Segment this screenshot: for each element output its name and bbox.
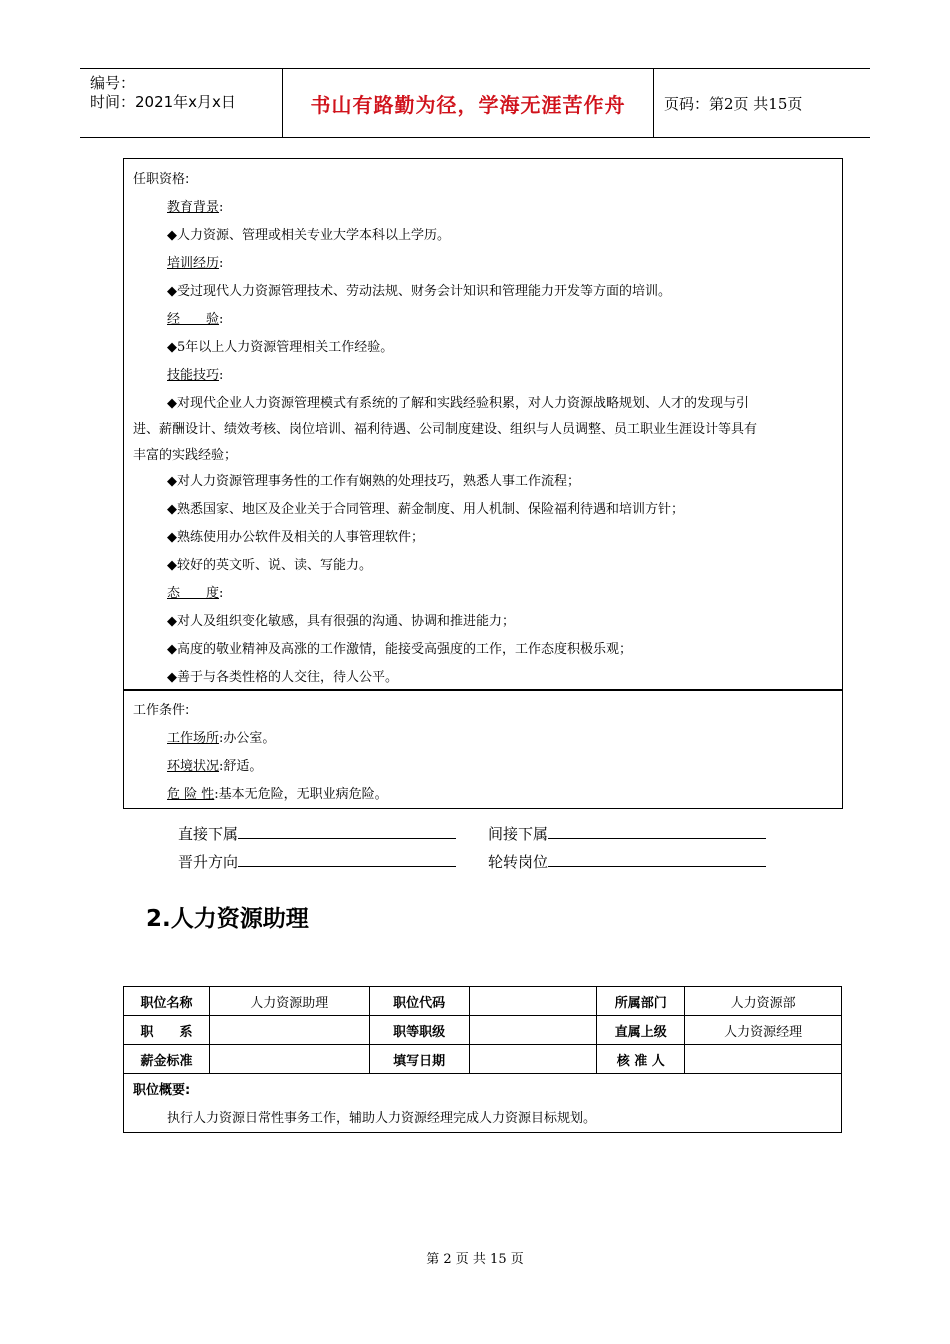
- grade-value: [469, 1016, 597, 1045]
- indirect-subordinate-label: 间接下属: [488, 825, 549, 843]
- job-family-value: [209, 1016, 369, 1045]
- direct-subordinate-blank[interactable]: [238, 824, 456, 839]
- position-name-label: 职位名称: [124, 987, 210, 1016]
- table-row: [124, 987, 842, 1016]
- header-page-cell: [654, 69, 870, 137]
- env-label: 环境状况: [167, 759, 220, 774]
- position-info-table: [123, 986, 842, 1133]
- number-label: 编号：: [90, 74, 136, 92]
- table-row: [124, 1074, 842, 1133]
- page-header: [80, 68, 870, 138]
- training-item: ◆受过现代人力资源管理技术、劳动法规、财务会计知识和管理能力开发等方面的培训。: [167, 284, 671, 299]
- department-value: 人力资源部: [685, 987, 842, 1016]
- fill-date-label: 填写日期: [369, 1045, 469, 1074]
- page-footer: 第 2 页 共 15 页: [426, 1252, 524, 1267]
- attitude-item-2: ◆高度的敬业精神及高涨的工作激情，能接受高强度的工作，工作态度积极乐观；: [167, 642, 632, 657]
- approver-value: [685, 1045, 842, 1074]
- skills-item-1-line-3: 丰富的实践经验；: [133, 448, 238, 463]
- education-item: ◆人力资源、管理或相关专业大学本科以上学历。: [167, 228, 450, 243]
- direct-subordinate-label: 直接下属: [178, 825, 239, 843]
- rotation-label: 轮转岗位: [488, 853, 549, 871]
- env-value: :舒适。: [219, 759, 263, 774]
- summary-text: 执行人力资源日常性事务工作，辅助人力资源经理完成人力资源目标规划。: [167, 1111, 597, 1126]
- indirect-subordinate-blank[interactable]: [548, 824, 766, 839]
- promotion-blank[interactable]: [238, 852, 456, 867]
- skills-item-1-line-1: ◆对现代企业人力资源管理模式有系统的了解和实践经验积累，对人力资源战略规划、人才的发现与引: [167, 396, 749, 411]
- position-name-value: 人力资源助理: [209, 987, 369, 1016]
- table-row: [124, 1045, 842, 1074]
- summary-label: 职位概要:: [133, 1083, 191, 1098]
- skills-label: 技能技巧: [167, 368, 220, 383]
- attitude-label: 态 度: [167, 586, 220, 601]
- job-family-label: 职 系: [124, 1016, 210, 1045]
- skills-item-3: ◆熟悉国家、地区及企业关于合同管理、薪金制度、用人机制、保险福利待遇和培训方针；: [167, 502, 684, 517]
- motto: 书山有路勤为径，学海无涯苦作舟: [310, 92, 626, 117]
- header-motto-cell: [283, 69, 654, 137]
- place-value: :办公室。: [219, 731, 276, 746]
- experience-label: 经 验: [167, 312, 220, 327]
- qualifications-box: 任职资格: 教育背景: ◆人力资源、管理或相关专业大学本科以上学历。 培训经历: ◆受过现代人力资源管理技术、劳动法规、财务会计知识和管理能力开发等方面的培训。 经 验: ◆5年以上人力资源管理相关工作经验。 技能技巧: ◆对现代企业人力资源管理模式有系统的了解和实践经验积累，对人力资源战略规划、人才的发现与引 进、薪酬设计、绩效考核、岗位培训、福利待遇、公司制度建设、组织与人员调整、员工职业生涯设计等具有 丰富的实践经验； ◆对人力资源管理事务性的工作有娴熟的处理技巧，熟悉人事工作流程； ◆熟悉国家、地区及企业关于合同管理、薪金制度、用人机制、保险福利待遇和培训方针； ◆熟练使用办公软件及相关的人事管理软件； ◆较好的英文听、说、读、写能力。 态 度: ◆对人及组织变化敏感，具有很强的沟通、协调和推进能力； ◆高度的敬业精神及高涨的工作激情，能接受高强度的工作，工作态度积极乐观； ◆善于与各类性格的人交往，待人公平。: [123, 158, 843, 691]
- grade-label: 职等职级: [369, 1016, 469, 1045]
- supervisor-label: 直属上级: [597, 1016, 685, 1045]
- position-code-label: 职位代码: [369, 987, 469, 1016]
- place-label: 工作场所: [167, 731, 220, 746]
- qualifications-title: 任职资格:: [133, 172, 190, 187]
- approver-label: 核 准 人: [597, 1045, 685, 1074]
- salary-value: [209, 1045, 369, 1074]
- header-meta: [80, 69, 283, 137]
- direct-subordinate-field: [178, 823, 456, 844]
- skills-item-1-line-2: 进、薪酬设计、绩效考核、岗位培训、福利待遇、公司制度建设、组织与人员调整、员工职业生涯设计等具有: [133, 422, 758, 437]
- supervisor-value: 人力资源经理: [685, 1016, 842, 1045]
- summary-cell: [124, 1074, 842, 1133]
- indirect-subordinate-field: [488, 823, 766, 844]
- promotion-field: [178, 851, 456, 872]
- attitude-item-3: ◆善于与各类性格的人交往，待人公平。: [167, 670, 398, 685]
- experience-item: ◆5年以上人力资源管理相关工作经验。: [167, 340, 394, 355]
- section-title: 2.人力资源助理: [146, 906, 309, 932]
- promotion-label: 晋升方向: [178, 853, 239, 871]
- table-row: [124, 1016, 842, 1045]
- salary-label: 薪金标准: [124, 1045, 210, 1074]
- risk-label: 危 险 性: [167, 787, 215, 802]
- time-label: 时间：2021年x月x日: [90, 93, 236, 111]
- rotation-field: [488, 851, 766, 872]
- skills-item-2: ◆对人力资源管理事务性的工作有娴熟的处理技巧，熟悉人事工作流程；: [167, 474, 580, 489]
- education-label: 教育背景: [167, 200, 220, 215]
- risk-value: :基本无危险，无职业病危险。: [214, 787, 388, 802]
- department-label: 所属部门: [597, 987, 685, 1016]
- attitude-item-1: ◆对人及组织变化敏感，具有很强的沟通、协调和推进能力；: [167, 614, 515, 629]
- fill-date-value: [469, 1045, 597, 1074]
- position-code-value: [469, 987, 597, 1016]
- conditions-title: 工作条件:: [133, 703, 190, 718]
- skills-item-5: ◆较好的英文听、说、读、写能力。: [167, 558, 372, 573]
- skills-item-4: ◆熟练使用办公软件及相关的人事管理软件；: [167, 530, 424, 545]
- rotation-blank[interactable]: [548, 852, 766, 867]
- conditions-box: [123, 689, 843, 809]
- page-info: 页码：第2页 共15页: [664, 94, 803, 113]
- training-label: 培训经历: [167, 256, 220, 271]
